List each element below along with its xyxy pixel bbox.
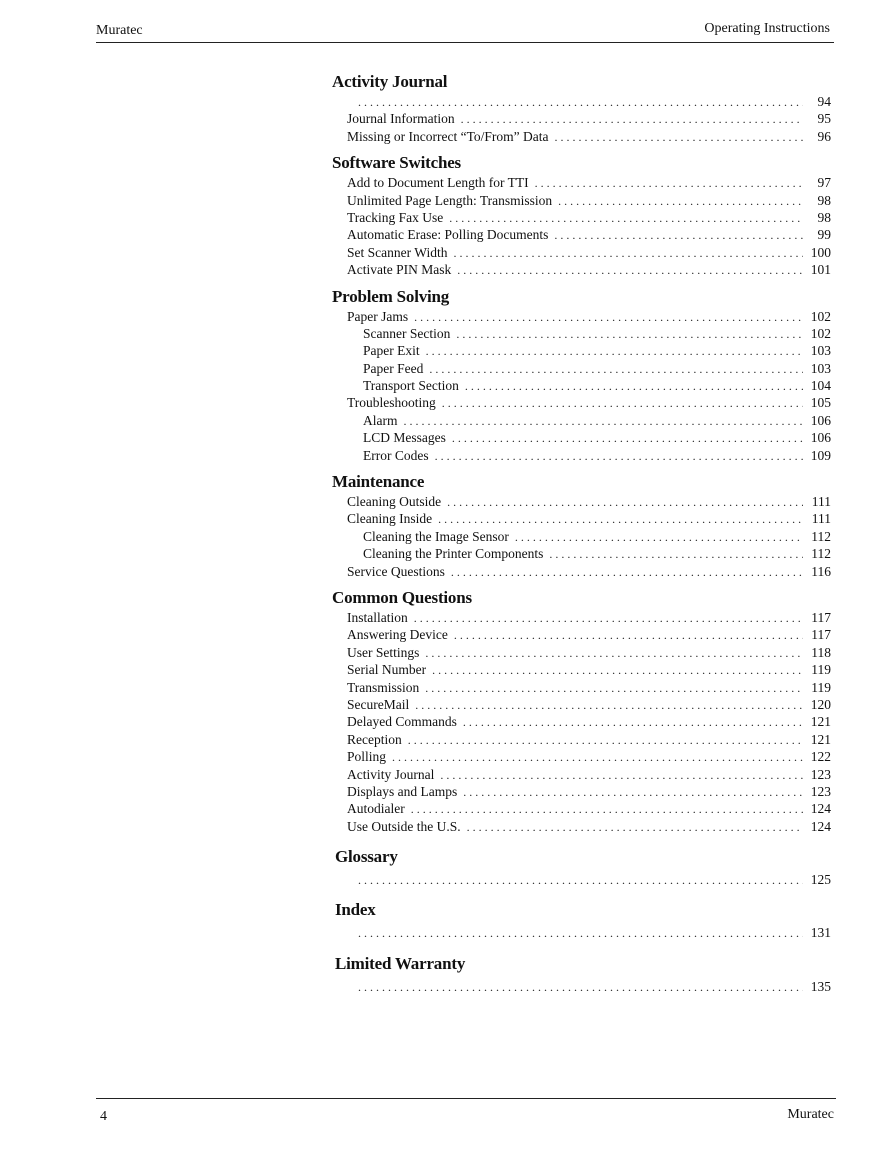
dot-leader: [358, 979, 803, 996]
toc-entry: [332, 93, 835, 110]
toc-entry-page: 109: [810, 447, 831, 463]
toc-entry-label: Unlimited Page Length: Transmission: [347, 192, 553, 208]
toc-entry-page: 123: [810, 766, 831, 782]
toc-entry-label: Service Questions: [347, 563, 445, 579]
toc-entry-label: Use Outside the U.S.: [347, 818, 461, 834]
toc-entry-label: Cleaning Inside: [347, 511, 433, 527]
toc-entry-page: 117: [811, 627, 831, 643]
toc-entry: [332, 818, 835, 835]
toc-entry-label: Delayed Commands: [347, 714, 457, 730]
toc-entry-page: 111: [811, 494, 831, 510]
toc-entry-page: 95: [817, 111, 831, 127]
toc-entry: [332, 192, 835, 209]
dot-leader: [425, 645, 803, 662]
toc-entry: [332, 128, 835, 145]
toc-entry-page: 112: [811, 528, 831, 544]
toc-section-title: Activity Journal: [332, 72, 448, 91]
dot-leader: [429, 361, 803, 378]
toc-entry: [332, 394, 835, 411]
footer-brand: Muratec: [787, 1107, 834, 1122]
toc-section-title: Maintenance: [332, 472, 425, 492]
toc-entry-label: Troubleshooting: [347, 395, 436, 411]
dot-leader: [449, 210, 803, 227]
dot-leader: [558, 193, 803, 210]
toc-entry: [332, 545, 835, 562]
toc-entry: [332, 978, 835, 995]
dot-leader: [555, 129, 804, 146]
toc-entry-page: 98: [817, 209, 831, 225]
dot-leader: [426, 343, 803, 360]
toc-entry-page: 106: [810, 412, 831, 428]
toc-entry: [332, 244, 835, 261]
toc-entry-label: Tracking Fax Use: [347, 209, 444, 225]
toc-entry: [332, 342, 835, 359]
toc-entry-page: 100: [810, 244, 831, 260]
dot-leader: [549, 546, 803, 563]
toc-section: [332, 900, 835, 941]
toc-entry-page: 97: [817, 175, 831, 191]
page-footer: [96, 1098, 836, 1129]
toc-section: [332, 588, 835, 835]
toc-section: [332, 954, 835, 995]
toc-entry-page: 103: [810, 360, 831, 376]
toc-section-title: Glossary: [335, 847, 398, 867]
dot-leader: [414, 610, 803, 627]
toc-entry: [332, 447, 835, 464]
dot-leader: [438, 511, 803, 528]
toc-entry-page: 119: [811, 662, 831, 678]
toc-entry: [332, 209, 835, 226]
toc-entry: [332, 679, 835, 696]
toc-entry-page: 122: [810, 749, 831, 765]
toc-entry-label: Serial Number: [347, 662, 427, 678]
dot-leader: [535, 175, 803, 192]
dot-leader: [404, 413, 804, 430]
dot-leader: [411, 801, 803, 818]
dot-leader: [453, 245, 803, 262]
toc-entry-label: Activity Journal: [347, 766, 435, 782]
footer-page-number: 4: [100, 1109, 107, 1124]
toc-entry-page: 131: [810, 925, 831, 941]
dot-leader: [451, 564, 803, 581]
toc-entry: [332, 626, 835, 643]
dot-leader: [452, 430, 803, 447]
toc-section-title: Common Questions: [332, 587, 472, 607]
toc-entry-page: 123: [810, 783, 831, 799]
toc-entry: [332, 261, 835, 278]
toc-entry: [332, 174, 835, 191]
dot-leader: [415, 697, 803, 714]
toc-entry-label: Journal Information: [347, 111, 455, 127]
toc-entry-label: Transmission: [347, 679, 420, 695]
toc-entry: [332, 563, 835, 580]
toc-section: [332, 153, 835, 278]
toc-entry-label: LCD Messages: [363, 430, 446, 446]
toc-entry-label: Add to Document Length for TTI: [347, 175, 529, 191]
toc-section-title: Software Switches: [332, 153, 461, 173]
toc-section: [332, 847, 835, 888]
toc-entry: [332, 644, 835, 661]
toc-entry: [332, 731, 835, 748]
toc-entry: [332, 360, 835, 377]
header-brand: Muratec: [96, 23, 143, 38]
toc-entry-page: 102: [810, 325, 831, 341]
toc-entry-label: Transport Section: [363, 378, 459, 394]
dot-leader: [463, 784, 803, 801]
toc-entry: [332, 226, 835, 243]
toc-section: [332, 72, 835, 145]
toc-entry: [332, 766, 835, 783]
toc-entry: [332, 110, 835, 127]
toc-entry-page: 120: [810, 696, 831, 712]
toc-entry: [332, 696, 835, 713]
toc-entry-label: User Settings: [347, 644, 420, 660]
toc-entry-page: 96: [817, 128, 831, 144]
toc-entry-page: 102: [810, 308, 831, 324]
toc-entry-page: 112: [811, 546, 831, 562]
toc-entry: [332, 871, 835, 888]
toc-entry: [332, 325, 835, 342]
toc-entry-label: Autodialer: [347, 801, 405, 817]
toc-entry-label: Scanner Section: [363, 325, 451, 341]
dot-leader: [454, 627, 803, 644]
toc-entry: [332, 609, 835, 626]
dot-leader: [461, 111, 803, 128]
toc-entry: [332, 800, 835, 817]
dot-leader: [463, 714, 803, 731]
toc-entry-label: Error Codes: [363, 447, 429, 463]
toc-entry-page: 125: [810, 872, 831, 888]
dot-leader: [554, 227, 803, 244]
toc-entry-label: Paper Jams: [347, 308, 409, 324]
toc-entry: [332, 429, 835, 446]
toc-section: [332, 472, 835, 580]
toc-entry-label: Paper Feed: [363, 360, 424, 376]
dot-leader: [425, 680, 803, 697]
dot-leader: [392, 749, 803, 766]
dot-leader: [440, 767, 803, 784]
dot-leader: [465, 378, 803, 395]
toc-section: [332, 287, 835, 465]
toc-entry: [332, 661, 835, 678]
toc-entry: [332, 924, 835, 941]
toc-section-title: Problem Solving: [332, 286, 450, 306]
dot-leader: [358, 872, 803, 889]
toc-entry-page: 106: [810, 430, 831, 446]
toc-entry-label: Missing or Incorrect “To/From” Data: [347, 128, 549, 144]
toc-entry-page: 116: [811, 563, 831, 579]
toc-section-title: Limited Warranty: [335, 953, 466, 973]
toc-entry-page: 124: [810, 818, 831, 834]
toc-entry-label: Paper Exit: [363, 343, 420, 359]
table-of-contents: [332, 72, 835, 995]
dot-leader: [442, 395, 803, 412]
toc-entry-page: 98: [817, 192, 831, 208]
dot-leader: [358, 925, 803, 942]
toc-entry-label: Cleaning the Image Sensor: [363, 528, 509, 544]
toc-entry-page: 105: [810, 395, 831, 411]
toc-entry-label: Installation: [347, 609, 408, 625]
toc-entry: [332, 713, 835, 730]
toc-entry-page: 118: [811, 644, 831, 660]
toc-entry-label: Cleaning the Printer Components: [363, 546, 544, 562]
dot-leader: [515, 529, 803, 546]
header-title: Operating Instructions: [704, 21, 830, 36]
toc-entry-label: Displays and Lamps: [347, 783, 458, 799]
toc-section-title: Index: [335, 900, 376, 920]
toc-entry: [332, 377, 835, 394]
page-header: [96, 20, 834, 43]
toc-entry: [332, 528, 835, 545]
toc-entry-page: 111: [811, 511, 831, 527]
toc-entry: [332, 783, 835, 800]
dot-leader: [447, 494, 803, 511]
toc-entry-page: 119: [811, 679, 831, 695]
toc-entry-label: Polling: [347, 749, 387, 765]
toc-entry: [332, 412, 835, 429]
toc-entry-label: Automatic Erase: Polling Documents: [347, 227, 549, 243]
toc-entry-page: 135: [810, 978, 831, 994]
dot-leader: [457, 262, 803, 279]
toc-entry: [332, 493, 835, 510]
toc-entry-label: Reception: [347, 731, 402, 747]
dot-leader: [456, 326, 803, 343]
toc-entry-page: 101: [810, 262, 831, 278]
toc-entry-page: 117: [811, 609, 831, 625]
toc-entry-label: Answering Device: [347, 627, 448, 643]
toc-entry-page: 94: [817, 94, 831, 109]
toc-entry: [332, 748, 835, 765]
toc-entry-page: 121: [810, 731, 831, 747]
dot-leader: [408, 732, 803, 749]
toc-entry-label: Cleaning Outside: [347, 494, 442, 510]
toc-entry-label: Set Scanner Width: [347, 244, 448, 260]
toc-entry-label: SecureMail: [347, 696, 410, 712]
dot-leader: [467, 819, 803, 836]
dot-leader: [358, 94, 803, 111]
toc-entry: [332, 510, 835, 527]
toc-entry-label: Activate PIN Mask: [347, 262, 452, 278]
toc-entry-page: 104: [810, 378, 831, 394]
dot-leader: [435, 448, 803, 465]
toc-entry-page: 121: [810, 714, 831, 730]
dot-leader: [414, 309, 803, 326]
toc-entry-page: 124: [810, 801, 831, 817]
toc-entry-page: 99: [817, 227, 831, 243]
toc-entry-label: Alarm: [363, 412, 398, 428]
dot-leader: [432, 662, 803, 679]
toc-entry-page: 103: [810, 343, 831, 359]
toc-entry: [332, 308, 835, 325]
